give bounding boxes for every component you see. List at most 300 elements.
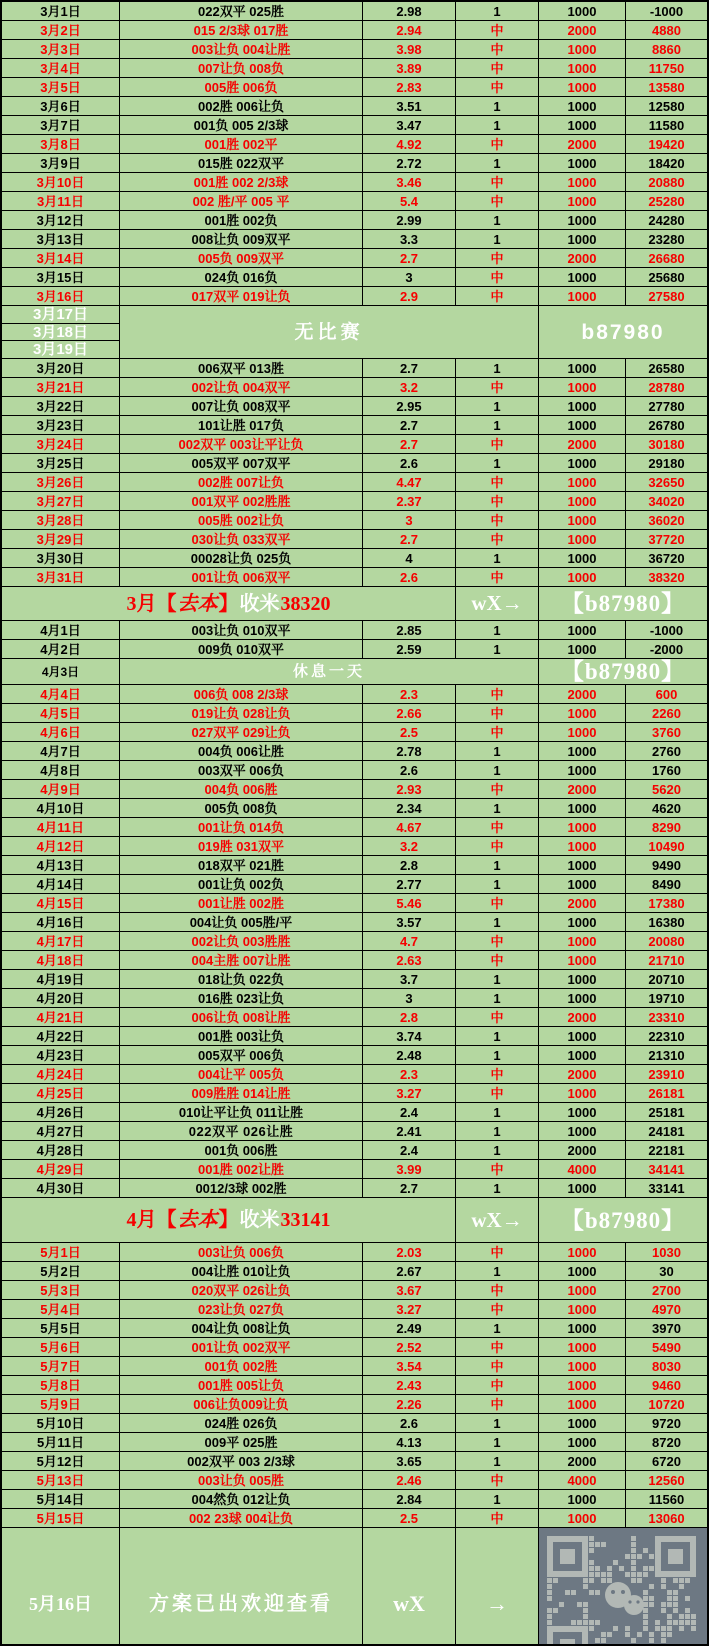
stake-cell: 1000	[539, 913, 625, 931]
table-row	[2, 359, 707, 377]
odds-cell: 2.84	[363, 1490, 455, 1508]
odds-cell: 2.3	[363, 685, 455, 703]
stake-cell: 1000	[539, 1243, 625, 1261]
date-cell: 5月3日	[2, 1281, 119, 1299]
date-cell: 3月1日	[2, 2, 119, 20]
stake-cell: 1000	[539, 1103, 625, 1121]
stake-cell: 1000	[539, 704, 625, 722]
date-cell: 3月30日	[2, 549, 119, 567]
running-total-cell: 11580	[626, 116, 707, 134]
table-row	[2, 1103, 707, 1121]
running-total-cell: 8720	[626, 1433, 707, 1451]
running-total-cell: -1000	[626, 621, 707, 639]
result-cell: 1	[456, 154, 538, 172]
date-cell: 4月9日	[2, 780, 119, 798]
result-cell: 1	[456, 230, 538, 248]
running-total-cell: 23910	[626, 1065, 707, 1083]
running-total-cell: 2700	[626, 1281, 707, 1299]
stake-cell: 1000	[539, 1084, 625, 1102]
running-total-cell: 30	[626, 1262, 707, 1280]
table-row	[2, 1008, 707, 1026]
table-row	[2, 416, 707, 434]
odds-cell: 4.67	[363, 818, 455, 836]
date-cell: 3月9日	[2, 154, 119, 172]
result-cell: 中	[456, 1300, 538, 1318]
odds-cell: 2.7	[363, 359, 455, 377]
running-total-cell: 27780	[626, 397, 707, 415]
stake-cell: 1000	[539, 211, 625, 229]
result-cell: 1	[456, 875, 538, 893]
odds-cell: 3.54	[363, 1357, 455, 1375]
date-cell: 3月3日	[2, 40, 119, 58]
date-cell: 5月15日	[2, 1509, 119, 1527]
date-cell: 4月19日	[2, 970, 119, 988]
result-cell: 1	[456, 1027, 538, 1045]
bet-description-cell: 001负 006胜	[120, 1141, 362, 1159]
table-row	[2, 1122, 707, 1140]
table-row	[2, 78, 707, 96]
stake-cell: 1000	[539, 761, 625, 779]
date-cell: 4月12日	[2, 837, 119, 855]
date-cell: 5月11日	[2, 1433, 119, 1451]
date-cell: 4月16日	[2, 913, 119, 931]
bet-description-cell: 005胜 002让负	[120, 511, 362, 529]
date-cell: 5月16日	[2, 1528, 119, 1646]
result-cell: 中	[456, 1084, 538, 1102]
date-cell: 5月9日	[2, 1395, 119, 1413]
date-cell: 3月14日	[2, 249, 119, 267]
running-total-cell: 2260	[626, 704, 707, 722]
running-total-cell: 9460	[626, 1376, 707, 1394]
stake-cell: 1000	[539, 1281, 625, 1299]
result-cell: 1	[456, 549, 538, 567]
odds-cell: 2.26	[363, 1395, 455, 1413]
stake-cell: 1000	[539, 287, 625, 305]
table-row	[2, 894, 707, 912]
summary-text-segment: 3月【	[126, 592, 177, 615]
summary-text-segment: 38320	[280, 592, 331, 615]
odds-cell: 2.6	[363, 761, 455, 779]
odds-cell: 2.37	[363, 492, 455, 510]
stake-cell: 1000	[539, 989, 625, 1007]
date-cell: 3月27日	[2, 492, 119, 510]
result-cell: 1	[456, 1262, 538, 1280]
summary-text-segment: 收米	[239, 1209, 280, 1231]
date-cell: 4月4日	[2, 685, 119, 703]
date-cell: 3月31日	[2, 568, 119, 586]
running-total-cell: 37720	[626, 530, 707, 548]
odds-cell: 2.43	[363, 1376, 455, 1394]
bet-description-cell: 005双平 007双平	[120, 454, 362, 472]
odds-cell: 3.27	[363, 1300, 455, 1318]
date-cell: 4月26日	[2, 1103, 119, 1121]
odds-cell: 3.47	[363, 116, 455, 134]
result-cell: 中	[456, 1065, 538, 1083]
bet-description-cell: 030让负 033双平	[120, 530, 362, 548]
table-row	[2, 837, 707, 855]
stake-cell: 1000	[539, 1414, 625, 1432]
wechat-pointer-label: wX→	[456, 587, 538, 620]
no-match-date: 3月18日	[2, 324, 119, 342]
no-match-dates	[2, 306, 119, 358]
bet-description-cell: 002让负 003胜胜	[120, 932, 362, 950]
date-cell: 4月27日	[2, 1122, 119, 1140]
running-total-cell: 26580	[626, 359, 707, 377]
running-total-cell: 26181	[626, 1084, 707, 1102]
bet-description-cell: 004让胜 010让负	[120, 1262, 362, 1280]
bet-description-cell: 004让负 005胜/平	[120, 913, 362, 931]
running-total-cell: 3970	[626, 1319, 707, 1337]
result-cell: 中	[456, 1008, 538, 1026]
date-cell: 4月23日	[2, 1046, 119, 1064]
date-cell: 5月8日	[2, 1376, 119, 1394]
stake-cell: 1000	[539, 568, 625, 586]
bet-description-cell: 001负 002胜	[120, 1357, 362, 1375]
odds-cell: 2.3	[363, 1065, 455, 1083]
odds-cell: 3.98	[363, 40, 455, 58]
running-total-cell: 4970	[626, 1300, 707, 1318]
bet-description-cell: 006双平 013胜	[120, 359, 362, 377]
date-cell: 3月10日	[2, 173, 119, 191]
bet-description-cell: 018双平 021胜	[120, 856, 362, 874]
date-cell: 4月2日	[2, 640, 119, 658]
odds-cell: 4	[363, 549, 455, 567]
odds-cell: 2.9	[363, 287, 455, 305]
odds-cell: 2.03	[363, 1243, 455, 1261]
table-row	[2, 97, 707, 115]
bet-description-cell: 002双平 003让平让负	[120, 435, 362, 453]
summary-text-segment: 收米	[239, 592, 280, 615]
no-match-label: 无比赛	[120, 306, 538, 358]
table-row	[2, 530, 707, 548]
bet-description-cell: 001胜 002 2/3球	[120, 173, 362, 191]
result-cell: 中	[456, 492, 538, 510]
wechat-qr-code	[539, 1528, 707, 1646]
stake-cell: 1000	[539, 173, 625, 191]
date-cell: 3月8日	[2, 135, 119, 153]
date-cell: 5月13日	[2, 1471, 119, 1489]
table-row	[2, 397, 707, 415]
month-summary-row	[2, 587, 707, 620]
table-row	[2, 1357, 707, 1375]
table-row	[2, 640, 707, 658]
table-row	[2, 1262, 707, 1280]
stake-cell: 1000	[539, 1179, 625, 1197]
running-total-cell: 1760	[626, 761, 707, 779]
bet-description-cell: 005负 008负	[120, 799, 362, 817]
running-total-cell: 27580	[626, 287, 707, 305]
stake-cell: 1000	[539, 856, 625, 874]
odds-cell: 2.4	[363, 1141, 455, 1159]
table-row	[2, 913, 707, 931]
bet-description-cell: 022双平 026让胜	[120, 1122, 362, 1140]
bet-description-cell: 007让负 008双平	[120, 397, 362, 415]
running-total-cell: 8860	[626, 40, 707, 58]
date-cell: 4月7日	[2, 742, 119, 760]
result-cell: 1	[456, 1046, 538, 1064]
odds-cell: 2.63	[363, 951, 455, 969]
odds-cell: 3	[363, 989, 455, 1007]
date-cell: 3月25日	[2, 454, 119, 472]
table-row	[2, 1490, 707, 1508]
bet-description-cell: 001让胜 002胜	[120, 894, 362, 912]
result-cell: 1	[456, 1490, 538, 1508]
odds-cell: 2.4	[363, 1103, 455, 1121]
date-cell: 5月2日	[2, 1262, 119, 1280]
running-total-cell: 36720	[626, 549, 707, 567]
odds-cell: 4.7	[363, 932, 455, 950]
table-row	[2, 799, 707, 817]
result-cell: 1	[456, 416, 538, 434]
table-row	[2, 875, 707, 893]
rest-day-row	[2, 659, 707, 684]
running-total-cell: 21310	[626, 1046, 707, 1064]
running-total-cell: 3760	[626, 723, 707, 741]
date-cell: 3月20日	[2, 359, 119, 377]
bet-description-cell: 009负 010双平	[120, 640, 362, 658]
odds-cell: 5.46	[363, 894, 455, 912]
running-total-cell: 9490	[626, 856, 707, 874]
running-total-cell: 10720	[626, 1395, 707, 1413]
odds-cell: 2.66	[363, 704, 455, 722]
date-cell: 3月15日	[2, 268, 119, 286]
stake-cell: 1000	[539, 359, 625, 377]
date-cell: 4月3日	[2, 659, 119, 684]
result-cell: 1	[456, 1433, 538, 1451]
bet-description-cell: 009胜胜 014让胜	[120, 1084, 362, 1102]
stake-cell: 1000	[539, 1027, 625, 1045]
result-cell: 1	[456, 116, 538, 134]
bet-description-cell: 004负 006让胜	[120, 742, 362, 760]
table-row	[2, 723, 707, 741]
bet-description-cell: 004然负 012让负	[120, 1490, 362, 1508]
date-cell: 3月11日	[2, 192, 119, 210]
running-total-cell: 19420	[626, 135, 707, 153]
bet-description-cell: 003让负 005胜	[120, 1471, 362, 1489]
result-cell: 1	[456, 989, 538, 1007]
stake-cell: 1000	[539, 875, 625, 893]
running-total-cell: 13580	[626, 78, 707, 96]
running-total-cell: 20710	[626, 970, 707, 988]
stake-cell: 1000	[539, 116, 625, 134]
bet-description-cell: 015 2/3球 017胜	[120, 21, 362, 39]
table-row	[2, 249, 707, 267]
result-cell: 1	[456, 1452, 538, 1470]
table-row	[2, 856, 707, 874]
stake-cell: 1000	[539, 1433, 625, 1451]
table-row	[2, 1376, 707, 1394]
date-cell: 3月6日	[2, 97, 119, 115]
running-total-cell: 11560	[626, 1490, 707, 1508]
running-total-cell: 30180	[626, 435, 707, 453]
bet-description-cell: 003让负 006负	[120, 1243, 362, 1261]
running-total-cell: 8290	[626, 818, 707, 836]
result-cell: 中	[456, 135, 538, 153]
result-cell: 1	[456, 97, 538, 115]
date-cell: 4月17日	[2, 932, 119, 950]
stake-cell: 1000	[539, 1262, 625, 1280]
bet-description-cell: 001双平 002胜胜	[120, 492, 362, 510]
result-cell: 1	[456, 856, 538, 874]
result-cell: 1	[456, 454, 538, 472]
odds-cell: 3	[363, 268, 455, 286]
wechat-label: wX	[363, 1528, 455, 1646]
running-total-cell: 33141	[626, 1179, 707, 1197]
stake-cell: 2000	[539, 1452, 625, 1470]
bet-description-cell: 001负 005 2/3球	[120, 116, 362, 134]
bet-description-cell: 006让负 008让胜	[120, 1008, 362, 1026]
rest-day-label: 休息一天	[120, 659, 538, 684]
running-total-cell: 25280	[626, 192, 707, 210]
date-cell: 4月6日	[2, 723, 119, 741]
odds-cell: 2.78	[363, 742, 455, 760]
stake-cell: 1000	[539, 1338, 625, 1356]
contact-code: b87980	[539, 306, 707, 358]
result-cell: 中	[456, 268, 538, 286]
odds-cell: 2.59	[363, 640, 455, 658]
table-row	[2, 173, 707, 191]
result-cell: 中	[456, 287, 538, 305]
stake-cell: 1000	[539, 97, 625, 115]
stake-cell: 4000	[539, 1160, 625, 1178]
result-cell: 中	[456, 40, 538, 58]
result-cell: 中	[456, 704, 538, 722]
result-cell: 中	[456, 1509, 538, 1527]
date-cell: 4月29日	[2, 1160, 119, 1178]
running-total-cell: 16380	[626, 913, 707, 931]
result-cell: 1	[456, 2, 538, 20]
odds-cell: 2.52	[363, 1338, 455, 1356]
bet-description-cell: 001胜 002平	[120, 135, 362, 153]
bet-description-cell: 001让负 002负	[120, 875, 362, 893]
running-total-cell: 12560	[626, 1471, 707, 1489]
bet-description-cell: 00028让负 025负	[120, 549, 362, 567]
bet-description-cell: 002胜 006让负	[120, 97, 362, 115]
stake-cell: 1000	[539, 742, 625, 760]
month-summary-label	[2, 587, 455, 620]
no-match-row	[2, 306, 707, 358]
date-cell: 3月16日	[2, 287, 119, 305]
stake-cell: 1000	[539, 837, 625, 855]
running-total-cell: 12580	[626, 97, 707, 115]
running-total-cell: 38320	[626, 568, 707, 586]
odds-cell: 3.27	[363, 1084, 455, 1102]
bet-description-cell: 002双平 003 2/3球	[120, 1452, 362, 1470]
date-cell: 4月28日	[2, 1141, 119, 1159]
date-cell: 3月2日	[2, 21, 119, 39]
summary-text-segment: 去本	[177, 592, 218, 615]
stake-cell: 1000	[539, 621, 625, 639]
bet-description-cell: 005双平 006负	[120, 1046, 362, 1064]
odds-cell: 2.83	[363, 78, 455, 96]
table-row	[2, 1452, 707, 1470]
table-row	[2, 1300, 707, 1318]
table-row	[2, 1160, 707, 1178]
date-cell: 4月8日	[2, 761, 119, 779]
result-cell: 1	[456, 621, 538, 639]
odds-cell: 2.7	[363, 416, 455, 434]
stake-cell: 1000	[539, 454, 625, 472]
bet-description-cell: 007让负 008负	[120, 59, 362, 77]
table-row	[2, 761, 707, 779]
date-cell: 4月30日	[2, 1179, 119, 1197]
stake-cell: 1000	[539, 818, 625, 836]
result-cell: 1	[456, 359, 538, 377]
result-cell: 中	[456, 192, 538, 210]
result-cell: 1	[456, 640, 538, 658]
result-cell: 中	[456, 685, 538, 703]
odds-cell: 2.7	[363, 435, 455, 453]
odds-cell: 2.34	[363, 799, 455, 817]
result-cell: 中	[456, 818, 538, 836]
odds-cell: 3.7	[363, 970, 455, 988]
bet-description-cell: 023让负 027负	[120, 1300, 362, 1318]
stake-cell: 1000	[539, 1357, 625, 1375]
bet-description-cell: 010让平让负 011让胜	[120, 1103, 362, 1121]
date-cell: 4月25日	[2, 1084, 119, 1102]
table-row	[2, 492, 707, 510]
bet-description-cell: 001胜 005让负	[120, 1376, 362, 1394]
running-total-cell: 11750	[626, 59, 707, 77]
table-row	[2, 1433, 707, 1451]
result-cell: 中	[456, 1281, 538, 1299]
bet-description-cell: 0012/3球 002胜	[120, 1179, 362, 1197]
stake-cell: 1000	[539, 1376, 625, 1394]
running-total-cell: 20080	[626, 932, 707, 950]
running-total-cell: 26680	[626, 249, 707, 267]
result-cell: 中	[456, 59, 538, 77]
stake-cell: 1000	[539, 1319, 625, 1337]
running-total-cell: 23310	[626, 1008, 707, 1026]
odds-cell: 2.5	[363, 723, 455, 741]
odds-cell: 3.46	[363, 173, 455, 191]
result-cell: 中	[456, 511, 538, 529]
date-cell: 5月6日	[2, 1338, 119, 1356]
running-total-cell: 36020	[626, 511, 707, 529]
running-total-cell: 26780	[626, 416, 707, 434]
table-row	[2, 1395, 707, 1413]
odds-cell: 3.51	[363, 97, 455, 115]
table-row	[2, 685, 707, 703]
table-row	[2, 1243, 707, 1261]
odds-cell: 2.8	[363, 856, 455, 874]
bet-description-cell: 001胜 003让负	[120, 1027, 362, 1045]
result-cell: 中	[456, 1395, 538, 1413]
running-total-cell: 4880	[626, 21, 707, 39]
odds-cell: 3.57	[363, 913, 455, 931]
table-row	[2, 287, 707, 305]
running-total-cell: 20880	[626, 173, 707, 191]
result-cell: 1	[456, 1122, 538, 1140]
stake-cell: 1000	[539, 1122, 625, 1140]
running-total-cell: 34020	[626, 492, 707, 510]
odds-cell: 2.7	[363, 1179, 455, 1197]
date-cell: 5月12日	[2, 1452, 119, 1470]
stake-cell: 1000	[539, 154, 625, 172]
stake-cell: 1000	[539, 378, 625, 396]
date-cell: 3月29日	[2, 530, 119, 548]
odds-cell: 2.8	[363, 1008, 455, 1026]
stake-cell: 2000	[539, 780, 625, 798]
bet-description-cell: 004让平 005负	[120, 1065, 362, 1083]
date-cell: 4月20日	[2, 989, 119, 1007]
odds-cell: 2.6	[363, 568, 455, 586]
date-cell: 4月21日	[2, 1008, 119, 1026]
date-cell: 5月4日	[2, 1300, 119, 1318]
running-total-cell: 29180	[626, 454, 707, 472]
table-row	[2, 1338, 707, 1356]
date-cell: 3月24日	[2, 435, 119, 453]
